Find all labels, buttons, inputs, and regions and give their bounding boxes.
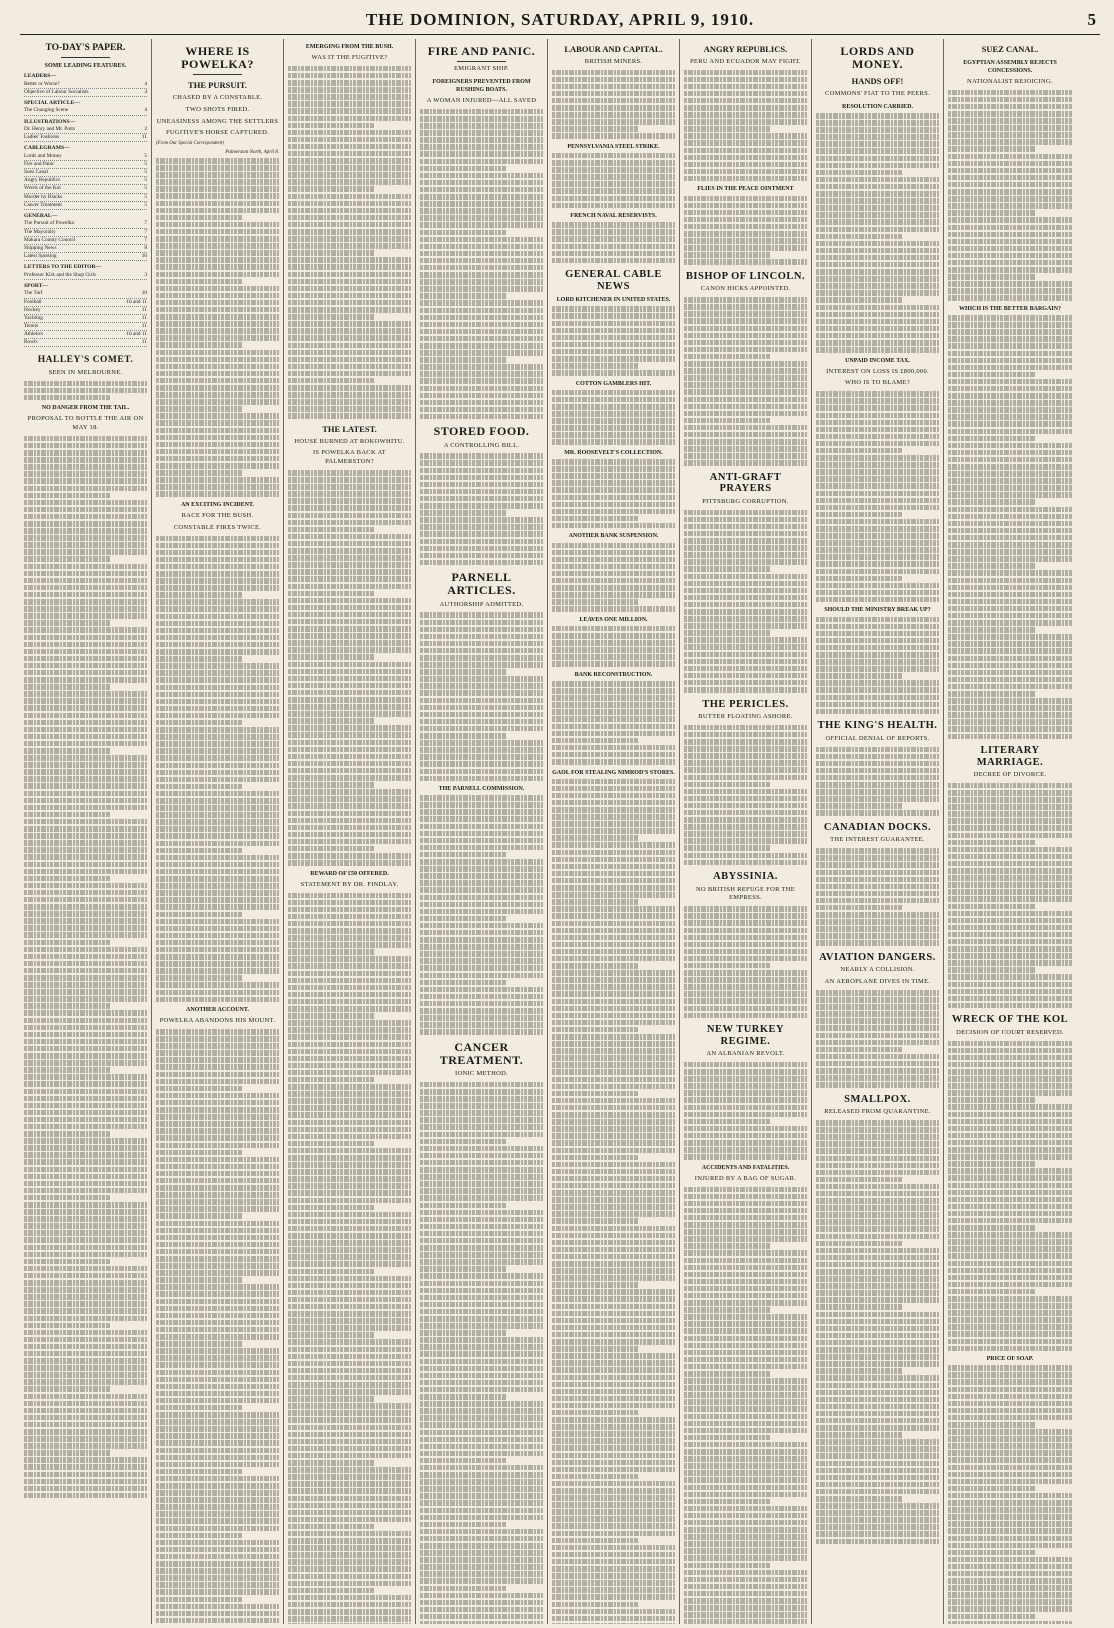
toc-label: Better or Worse? <box>24 80 60 87</box>
powelka-back-subheading: IS POWELKA BACK AT PALMERSTON? <box>312 449 387 466</box>
table-of-contents <box>24 73 147 347</box>
toc-label: The Turf <box>24 290 43 297</box>
body-text-block <box>156 1029 279 1624</box>
empress-subheading: NO BRITISH REFUGE FOR THE EMPRESS. <box>695 885 796 902</box>
latest-subheading: THE LATEST. <box>322 423 377 434</box>
canon-hicks-subheading: CANON HICKS APPOINTED. <box>700 285 791 293</box>
body-text-block <box>552 779 675 1624</box>
toc-page: 11 <box>141 314 147 321</box>
shots-subheading: TWO SHOTS FIRED. <box>185 105 250 113</box>
toc-label: Murder by Blacks <box>24 193 63 200</box>
toc-label: Hockey <box>24 306 41 313</box>
toc-row <box>24 126 147 134</box>
aviation-heading: AVIATION DANGERS. <box>819 951 936 963</box>
body-text-block <box>288 66 411 419</box>
sugar-subheading: INJURED BY A BAG OF SUGAR. <box>694 1174 797 1182</box>
body-text-block <box>816 617 939 715</box>
ministry-subheading: SHOULD THE MINISTRY BREAK UP? <box>824 607 931 614</box>
comet-danger-subheading: NO DANGER FROM THE TAIL. <box>41 405 130 412</box>
toc-page: 2 <box>144 126 147 133</box>
toc-page: 5 <box>144 161 147 168</box>
woman-injured-subheading: A WOMAN INJURED—ALL SAVED <box>426 97 537 105</box>
body-text-block <box>552 222 675 263</box>
body-text-block <box>552 459 675 528</box>
general-cable-news-heading: GENERAL CABLE NEWS <box>565 269 662 292</box>
resolution-subheading: RESOLUTION CARRIED. <box>841 103 913 110</box>
body-text-block <box>816 848 939 946</box>
canadian-docks-heading: CANADIAN DOCKS. <box>823 821 932 833</box>
body-text-block <box>948 1365 1072 1624</box>
parnell-heading: PARNELL ARTICLES. <box>447 570 516 598</box>
collision-subheading: NEARLY A COLLISION. <box>840 966 915 974</box>
toc-category: SPORT— <box>24 282 49 289</box>
egyptian-subheading: EGYPTIAN ASSEMBLY REJECTS CONCESSIONS. <box>963 59 1057 74</box>
lords-money-heading: LORDS AND MONEY. <box>840 44 915 72</box>
angry-republics-heading: ANGRY REPUBLICS. <box>703 44 788 54</box>
pursuit-subheading: THE PURSUIT. <box>188 80 247 91</box>
toc-row <box>24 272 147 280</box>
kings-health-heading: THE KING'S HEALTH. <box>817 720 938 732</box>
body-text-block <box>552 681 675 765</box>
body-text-block <box>948 90 1072 301</box>
abyssinia-heading: ABYSSINIA. <box>713 871 778 883</box>
toc-label: Lords and Money <box>24 152 62 159</box>
accidents-subheading: ACCIDENTS AND FATALITIES. <box>701 1164 790 1171</box>
column-1 <box>20 39 152 1624</box>
literary-marriage-heading: LITERARY MARRIAGE. <box>976 745 1044 768</box>
foreigners-subheading: FOREIGNERS PREVENTED FROM RUSHING BOATS. <box>432 78 531 94</box>
masthead <box>20 10 1100 35</box>
column-5 <box>548 39 680 1624</box>
emigrant-ship-subheading: EMIGRANT SHIP. <box>453 65 509 73</box>
toc-label: Latest Sporting <box>24 253 57 259</box>
body-text-block <box>552 70 675 139</box>
toc-row <box>24 153 147 161</box>
masthead-title: THE DOMINION, SATURDAY, APRIL 9, 1910. <box>365 10 755 29</box>
turkey-heading: NEW TURKEY REGIME. <box>706 1024 785 1047</box>
toc-page: 7 <box>144 220 147 227</box>
cotton-subheading: COTTON GAMBLERS HIT. <box>575 380 652 387</box>
soap-subheading: PRICE OF SOAP. <box>986 1356 1034 1363</box>
toc-row <box>24 202 147 210</box>
toc-label: The Pursuit of Powelka <box>24 220 74 227</box>
toc-page: 11 <box>141 306 147 313</box>
body-text-block <box>420 795 543 1035</box>
toc-row <box>24 229 147 237</box>
body-text-block <box>948 315 1072 739</box>
toc-label: Football <box>24 298 42 305</box>
column-4 <box>416 39 548 1624</box>
toc-page: 4 <box>144 107 147 114</box>
body-text-block <box>948 1041 1072 1352</box>
butter-subheading: BUTTER FLOATING ASHORE. <box>698 713 793 721</box>
pericles-heading: THE PERICLES. <box>702 698 789 710</box>
toc-row <box>24 315 147 323</box>
anti-graft-heading: ANTI-GRAFT PRAYERS <box>709 471 782 495</box>
interest-loss-subheading: INTEREST ON LOSS IS £800,000. <box>826 367 929 375</box>
toc-row <box>24 290 147 298</box>
ionic-method-subheading: IONIC METHOD. <box>454 1070 508 1078</box>
cancer-treatment-heading: CANCER TREATMENT. <box>439 1039 524 1067</box>
comet-proposal-subheading: PROPOSAL TO BOTTLE THE AIR ON MAY 18. <box>27 415 144 432</box>
quarantine-subheading: RELEASED FROM QUARANTINE. <box>824 1108 931 1116</box>
constable-fires-subheading: CONSTABLE FIRES TWICE. <box>173 523 262 531</box>
labour-capital-heading: LABOUR AND CAPITAL. <box>564 44 663 54</box>
who-blame-subheading: WHO IS TO BLAME? <box>844 379 911 387</box>
body-text-block <box>420 612 543 781</box>
body-text-block <box>684 297 807 466</box>
toc-row <box>24 331 147 339</box>
body-text-block <box>684 1187 807 1624</box>
toc-row <box>24 185 147 193</box>
body-text-block <box>24 436 147 1498</box>
body-text-block <box>684 1062 807 1160</box>
aeroplane-subheading: AN AEROPLANE DIVES IN TIME. <box>824 978 931 986</box>
fugitive-subheading: WAS IT THE FUGITIVE? <box>311 54 388 62</box>
house-burned-subheading: HOUSE BURNED AT ROKOWHITU. <box>294 437 405 445</box>
toc-page: 10 <box>141 290 147 297</box>
comet-subheading: SEEN IN MELBOURNE. <box>48 368 123 376</box>
toc-page: 11 <box>141 339 147 346</box>
suez-canal-heading: SUEZ CANAL. <box>981 44 1039 54</box>
toc-label: Wreck of the Kol <box>24 185 61 192</box>
body-text-block <box>948 783 1072 1008</box>
halleys-comet-heading: HALLEY'S COMET. <box>37 355 134 366</box>
toc-row <box>24 107 147 115</box>
column-7 <box>812 39 944 1624</box>
body-text-block <box>156 158 279 497</box>
body-text-block <box>156 536 279 1003</box>
body-text-block <box>684 906 807 1018</box>
toc-page: 4 <box>144 88 147 95</box>
race-subheading: RACE FOR THE BUSH. <box>181 512 254 520</box>
body-text-block <box>552 543 675 612</box>
toc-category: ILLUSTRATIONS— <box>24 118 76 125</box>
pittsburg-subheading: PITTSBURG CORRUPTION. <box>702 497 789 505</box>
income-tax-subheading: UNPAID INCOME TAX. <box>845 357 910 364</box>
bank-reconstruction-subheading: BANK RECONSTRUCTION. <box>574 671 653 678</box>
naval-reservists-subheading: FRENCH NAVAL RESERVISTS. <box>570 213 657 220</box>
reward-subheading: REWARD OF £50 OFFERED. <box>310 870 389 877</box>
toc-category: SPECIAL ARTICLE— <box>24 99 80 106</box>
body-text-block <box>684 196 807 265</box>
column-3 <box>284 39 416 1624</box>
bank-suspension-subheading: ANOTHER BANK SUSPENSION. <box>568 533 659 540</box>
fire-panic-heading: FIRE AND PANIC. <box>427 44 536 58</box>
toc-row <box>24 89 147 97</box>
kitchener-subheading: LORD KITCHENER IN UNITED STATES. <box>556 297 671 304</box>
toc-page: 11 <box>141 322 147 329</box>
toc-page: 5 <box>144 201 147 208</box>
interest-guarantee-subheading: THE INTEREST GUARANTEE. <box>830 836 925 844</box>
chased-subheading: CHASED BY A CONSTABLE. <box>172 94 263 102</box>
horse-captured-subheading: FUGITIVE'S HORSE CAPTURED. <box>165 129 270 137</box>
toc-page: 5 <box>144 193 147 200</box>
toc-row <box>24 339 147 347</box>
body-text-block <box>816 1120 939 1544</box>
better-bargain-subheading: WHICH IS THE BETTER BARGAIN? <box>959 305 1061 312</box>
body-text-block <box>420 1082 543 1624</box>
court-reserved-subheading: DECISION OF COURT RESERVED. <box>956 1028 1064 1036</box>
nimrod-subheading: GAOL FOR STEALING NIMROD'S STORES. <box>552 769 675 776</box>
toc-page: 3 <box>144 271 147 278</box>
toc-label: Athletics <box>24 331 44 338</box>
body-text-block <box>288 893 411 1624</box>
toc-label: Objective of Labour Socialists <box>24 88 89 95</box>
toc-category: CABLEGRAMS— <box>24 145 70 152</box>
official-denial-subheading: OFFICIAL DENIAL OF REPORTS. <box>825 734 930 742</box>
controlling-bill-subheading: A CONTROLLING BILL. <box>443 441 520 449</box>
body-text-block <box>420 453 543 565</box>
toc-row <box>24 81 147 89</box>
body-text-block <box>816 747 939 816</box>
toc-page: 10 and 11 <box>126 298 147 305</box>
bishop-lincoln-heading: BISHOP OF LINCOLN. <box>685 270 806 282</box>
column-6 <box>680 39 812 1624</box>
toc-page: 5 <box>144 185 147 192</box>
toc-row <box>24 134 147 142</box>
flies-subheading: FLIES IN THE PEACE OINTMENT <box>697 186 794 193</box>
body-text-block <box>816 113 939 353</box>
nationalist-subheading: NATIONALIST REJOICING. <box>967 77 1053 85</box>
toc-label: The Mayoralty <box>24 228 56 235</box>
toc-row <box>24 194 147 202</box>
leading-features-subheading: SOME LEADING FEATURES. <box>44 62 127 69</box>
body-text-block <box>684 70 807 182</box>
toc-page: 11 <box>141 134 147 141</box>
hands-off-subheading: HANDS OFF! <box>851 76 904 87</box>
body-text-block <box>552 390 675 445</box>
body-text-block <box>684 725 807 865</box>
todays-paper-heading: TO-DAY'S PAPER. <box>45 43 126 53</box>
toc-page: 7 <box>144 236 147 243</box>
body-text-block <box>420 109 543 420</box>
toc-category: LETTERS TO THE EDITOR— <box>24 264 102 271</box>
dateline: Palmerston North, April 8. <box>225 149 279 155</box>
toc-row <box>24 220 147 228</box>
roosevelt-subheading: MR. ROOSEVELT'S COLLECTION. <box>564 449 663 456</box>
toc-category: LEADERS— <box>24 73 57 80</box>
british-miners-subheading: BRITISH MINERS. <box>584 57 643 65</box>
toc-label: Cancer Treatment <box>24 201 62 208</box>
column-8 <box>944 39 1076 1624</box>
toc-page: 5 <box>144 177 147 184</box>
toc-label: Fire and Panic <box>24 161 55 168</box>
parnell-commission-subheading: THE PARNELL COMMISSION. <box>438 786 525 793</box>
toc-label: Dr. Henry and Mr. Potts <box>24 126 75 133</box>
divorce-subheading: DECREE OF DIVORCE. <box>973 771 1047 779</box>
steel-strike-subheading: PENNSYLVANIA STEEL STRIKE. <box>567 143 660 150</box>
body-text-block <box>552 153 675 208</box>
byline: (From Our Special Correspondent) <box>156 141 224 147</box>
toc-row <box>24 307 147 315</box>
toc-page: 10 <box>141 253 147 259</box>
toc-row <box>24 245 147 253</box>
body-text-block <box>816 391 939 602</box>
toc-label: Yachting <box>24 314 43 321</box>
toc-page: 8 <box>144 244 147 251</box>
authorship-subheading: AUTHORSHIP ADMITTED. <box>439 600 524 608</box>
toc-row <box>24 237 147 245</box>
column-2 <box>152 39 284 1624</box>
toc-row <box>24 169 147 177</box>
toc-page: 5 <box>144 152 147 159</box>
toc-row <box>24 299 147 307</box>
wreck-kol-heading: WRECK OF THE KOL <box>951 1014 1069 1026</box>
toc-page: 4 <box>144 80 147 87</box>
abandons-mount-subheading: POWELKA ABANDONS HIS MOUNT. <box>159 1017 276 1025</box>
toc-label: Ladies' Fashions <box>24 134 60 141</box>
commons-fiat-subheading: COMMONS' FIAT TO THE PEERS. <box>824 90 931 98</box>
findlay-subheading: STATEMENT BY DR. FINDLAY. <box>300 880 399 888</box>
toc-label: Tennis <box>24 322 39 329</box>
toc-label: Professor Kirk and the Shop Girls <box>24 271 96 278</box>
body-text-block <box>552 306 675 375</box>
body-text-block <box>288 470 411 866</box>
body-text-block <box>552 626 675 667</box>
toc-label: Shipping News <box>24 244 57 251</box>
toc-label: Suez Canal <box>24 169 48 176</box>
peru-ecuador-subheading: PERU AND ECUADOR MAY FIGHT. <box>690 57 801 65</box>
powelka-heading: WHERE IS POWELKA? <box>181 44 254 72</box>
uneasiness-subheading: UNEASINESS AMONG THE SETTLERS <box>156 117 279 125</box>
albanian-subheading: AN ALBANIAN REVOLT. <box>706 1050 785 1058</box>
toc-row <box>24 253 147 261</box>
toc-label: The Changing Scene <box>24 107 69 114</box>
columns <box>20 39 1100 1624</box>
another-account-subheading: ANOTHER ACCOUNT. <box>186 1007 249 1014</box>
toc-page: 10 and 11 <box>126 331 147 338</box>
exciting-incident-subheading: AN EXCITING INCIDENT. <box>180 501 255 508</box>
emerging-heading: EMERGING FROM THE BUSH. <box>305 44 394 50</box>
body-text-block <box>816 990 939 1088</box>
toc-label: Angry Republics <box>24 177 61 184</box>
toc-row <box>24 161 147 169</box>
one-million-subheading: LEAVES ONE MILLION. <box>579 616 648 623</box>
toc-label: Bowls <box>24 339 38 346</box>
toc-category: GENERAL— <box>24 212 58 219</box>
stored-food-heading: STORED FOOD. <box>433 424 530 439</box>
page-number: 5 <box>1087 10 1096 29</box>
smallpox-heading: SMALLPOX. <box>844 1093 911 1105</box>
toc-page: 7 <box>144 228 147 235</box>
toc-row <box>24 323 147 331</box>
toc-page: 5 <box>144 169 147 176</box>
body-text-block <box>684 510 807 693</box>
toc-label: Makara County Council <box>24 236 76 243</box>
